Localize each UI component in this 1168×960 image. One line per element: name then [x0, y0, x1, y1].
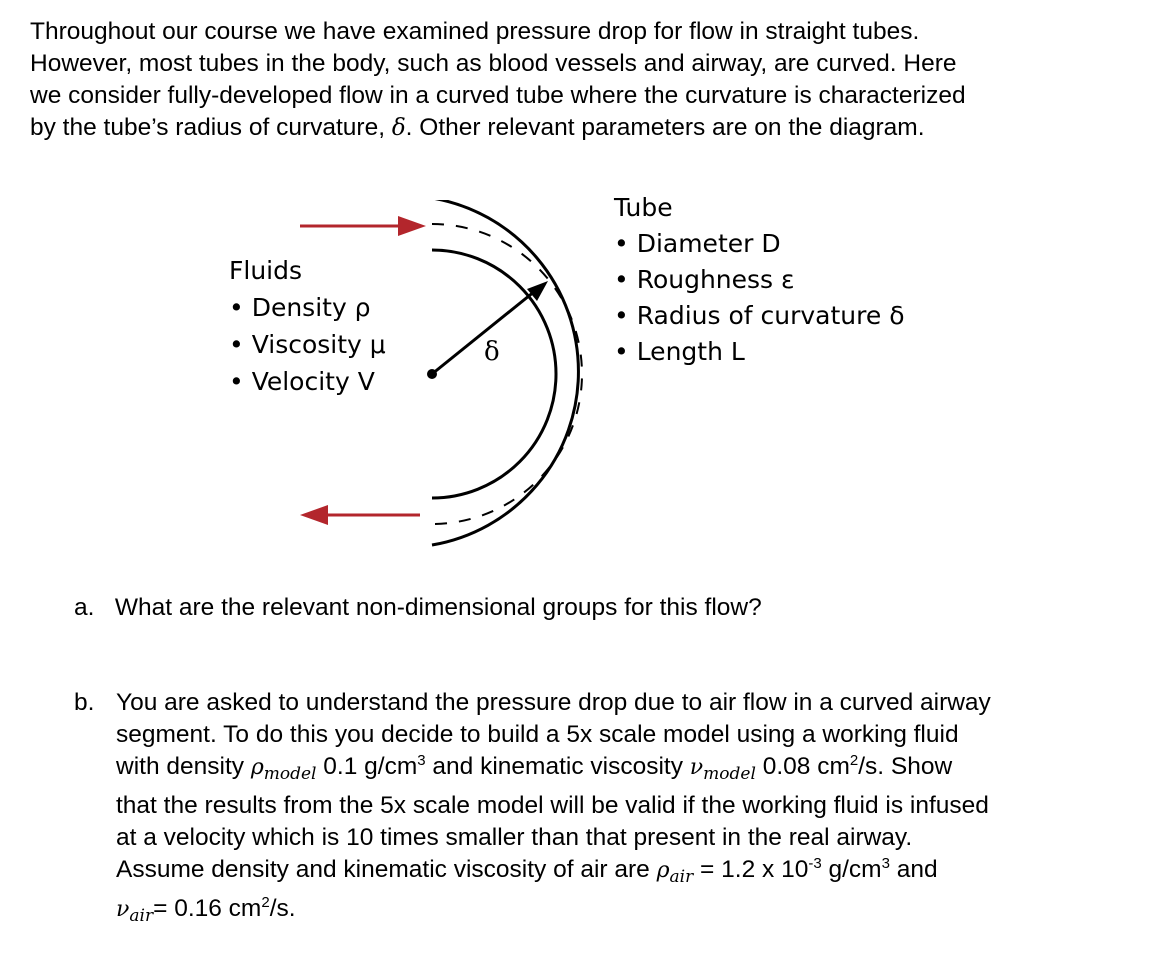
question-b-line-7	[116, 893, 1146, 932]
qb-line3-density: 0.1 g/cm	[316, 753, 418, 780]
tube-item-length: • Length L	[614, 337, 745, 366]
qb-line3-post: /s. Show	[858, 753, 953, 780]
intro-paragraph	[30, 16, 1140, 144]
qb-line6-mid: = 1.2 x 10	[693, 856, 809, 883]
radius-label: δ	[484, 337, 500, 367]
tube-list	[614, 190, 905, 370]
intro-line-4-pre: by the tube’s radius of curvature,	[30, 114, 392, 141]
tube-item-diameter: • Diameter D	[614, 229, 781, 258]
sup-3: 3	[417, 751, 426, 769]
question-b-line-5: at a velocity which is 10 times smaller than that present in the real airway.	[116, 824, 913, 851]
delta-symbol: δ	[391, 115, 406, 141]
model-subscript-2: model	[703, 764, 756, 784]
fluids-item-velocity: • Velocity V	[229, 367, 375, 396]
qb-line6-mid2: g/cm	[821, 856, 882, 883]
nu-air-symbol: ν	[116, 897, 130, 922]
qb-line6-post: and	[889, 856, 938, 883]
sup-2b: 2	[261, 893, 270, 911]
intro-line-3: we consider fully-developed flow in a curved tube where the curvature is characterized	[30, 82, 966, 109]
curved-tube-diagram	[290, 200, 620, 550]
qb-line6-pre: Assume density and kinematic viscosity of air are	[116, 856, 657, 883]
sup-2: 2	[849, 751, 859, 769]
tube-centerline	[432, 224, 582, 524]
inlet-flow-arrow	[300, 216, 426, 236]
fluids-title: Fluids	[229, 256, 303, 285]
intro-line-1: Throughout our course we have examined pressure drop for flow in straight tubes.	[30, 18, 920, 45]
rho-model-symbol: ρ	[250, 755, 264, 780]
question-b-line-1: You are asked to understand the pressure drop due to air flow in a curved airway	[116, 689, 991, 716]
sup-3b: 3	[881, 854, 890, 872]
air-subscript-2: air	[129, 906, 154, 926]
tube-item-roughness: • Roughness ε	[614, 265, 795, 294]
model-subscript: model	[263, 764, 317, 784]
question-b-label: b.	[74, 689, 95, 716]
outlet-flow-arrow	[300, 505, 420, 525]
question-a-text: What are the relevant non-dimensional groups for this flow?	[114, 594, 762, 621]
qb-line7-end: /s.	[269, 895, 296, 922]
fluids-item-viscosity: • Viscosity μ	[229, 330, 386, 359]
question-b-line-2: segment. To do this you decide to build a 5x scale model using a working fluid	[116, 721, 959, 748]
tube-item-radius: • Radius of curvature δ	[614, 301, 905, 330]
intro-line-2: However, most tubes in the body, such as blood vessels and airway, are curved. Here	[30, 50, 957, 77]
qb-line7-post: = 0.16 cm	[153, 895, 262, 922]
intro-line-4-post: . Other relevant parameters are on the diagram.	[405, 114, 925, 141]
question-a-label: a.	[74, 594, 95, 621]
qb-line3-pre: with density	[116, 753, 251, 780]
fluids-item-density: • Density ρ	[229, 293, 371, 322]
qb-line3-viscosity: 0.08 cm	[755, 753, 850, 780]
tube-title: Tube	[614, 193, 673, 222]
question-a	[74, 592, 1134, 624]
air-subscript: air	[669, 867, 694, 887]
question-b-line-4: that the results from the 5x scale model will be valid if the working fluid is infused	[116, 792, 989, 819]
question-b-line-3	[116, 751, 1146, 790]
question-b	[116, 687, 1146, 932]
rho-air-symbol: ρ	[656, 858, 670, 883]
nu-model-symbol: ν	[689, 755, 704, 780]
intro-line-4	[30, 112, 1140, 144]
qb-line3-mid: and kinematic viscosity	[425, 753, 690, 780]
question-b-line-6	[116, 854, 1146, 893]
sup-neg3: -3	[808, 854, 822, 872]
